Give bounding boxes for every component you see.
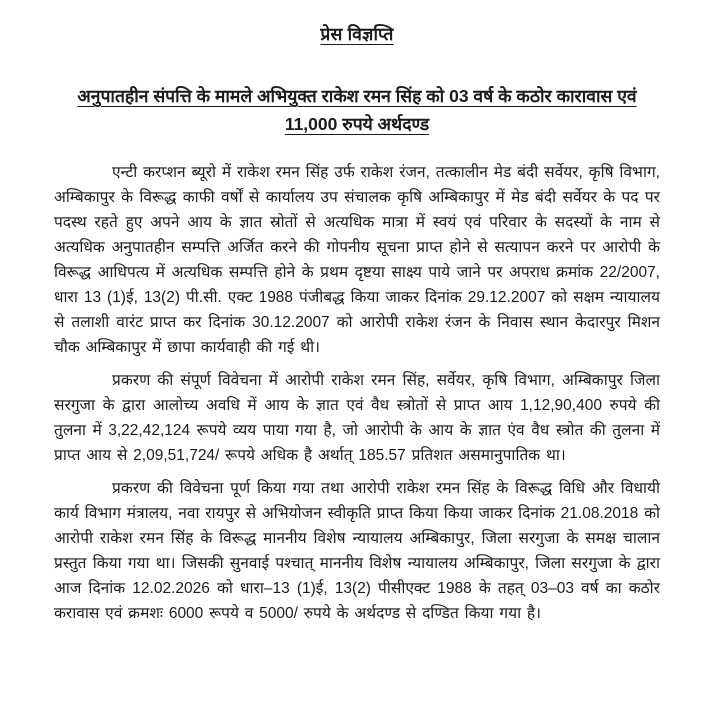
paragraph-1: एन्टी करप्शन ब्यूरो में राकेश रमन सिंह उर्फ राकेश रंजन, तत्कालीन मेड बंदी सर्वेयर, कृषि विभाग, अम्बिकापुर के विरूद्ध काफी वर्षों से कार्यालय उप संचालक कृषि अम्बिकापुर में मेड बंदी सर्वेयर के पद पर पदस्थ रहते हुए अपने आय के ज्ञात स्रोतों से अत्यधिक मात्रा में स्वयं एवं परिवार के सदस्यों के नाम से अत्यधिक अनुपातहीन सम्पत्ति अर्जित करने की गोपनीय सूचना प्राप्त होने से सत्यापन करने पर आरोपी के विरूद्ध आधिपत्य में अत्यधिक सम्पत्ति होने के प्रथम दृष्टया साक्ष्य पाये जाने पर अपराध क्रमांक 22/2007, धारा 13 (1)ई, 13(2) पी.सी. एक्ट 1988 पंजीबद्ध किया जाकर दिनांक 29.12.2007 को सक्षम न्यायालय से तलाशी वारंट प्राप्त कर दिनांक 30.12.2007 को आरोपी राकेश रंजन के निवास स्थान केदारपुर मिशन चौक अम्बिकापुर में छापा कार्यवाही की गई थी।: [54, 164, 660, 356]
paragraph-3: प्रकरण की विवेचना पूर्ण किया गया तथा आरोपी राकेश रमन सिंह के विरूद्ध विधि और विधायी कार्य विभाग मंत्रालय, नवा रायपुर से अभियोजन स्वीकृति प्राप्त किया किया जाकर दिनांक 21.08.2018 को आरोपी राकेश रमन सिंह के विरूद्ध माननीय विशेष न्यायालय अम्बिकापुर, जिला सरगुजा के समक्ष चालान प्रस्तुत किया गया था। जिसकी सुनवाई पश्चात् माननीय विशेष न्यायालय अम्बिकापुर, जिला सरगुजा के द्वारा आज दिनांक 12.02.2026 को धारा–13 (1)ई, 13(2) पीसीएक्ट 1988 के तहत् 03–03 वर्ष का कठोर करावास एवं क्रमशः 6000 रूपये व 5000/ रुपये के अर्थदण्ड से दण्डित किया गया है।: [54, 480, 660, 622]
document-body: [54, 160, 660, 626]
document-heading-text: अनुपातहीन संपत्ति के मामले अभियुक्त राकेश रमन सिंह को 03 वर्ष के कठोर कारावास एवं 11,000 रुपये अर्थदण्ड: [77, 86, 637, 134]
page-title-text: प्रेस विज्ञप्ति: [320, 24, 394, 44]
paragraph-2: प्रकरण की संपूर्ण विवेचना में आरोपी राकेश रमन सिंह, सर्वेयर, कृषि विभाग, अम्बिकापुर जिला सरगुजा के द्वारा आलोच्य अवधि में आय के ज्ञात एवं वैध स्त्रोतों से प्राप्त आय 1,12,90,400 रुपये की तुलना में 3,22,42,124 रूपये व्यय पाया गया है, जो आरोपी के आय के ज्ञात एंव वैध स्त्रोत की तुलना में प्राप्त आय से 2,09,51,724/ रूपये अधिक है अर्थात् 185.57 प्रतिशत असमानुपातिक था।: [54, 372, 660, 464]
page-title: [54, 16, 660, 46]
document-heading: [54, 82, 660, 138]
